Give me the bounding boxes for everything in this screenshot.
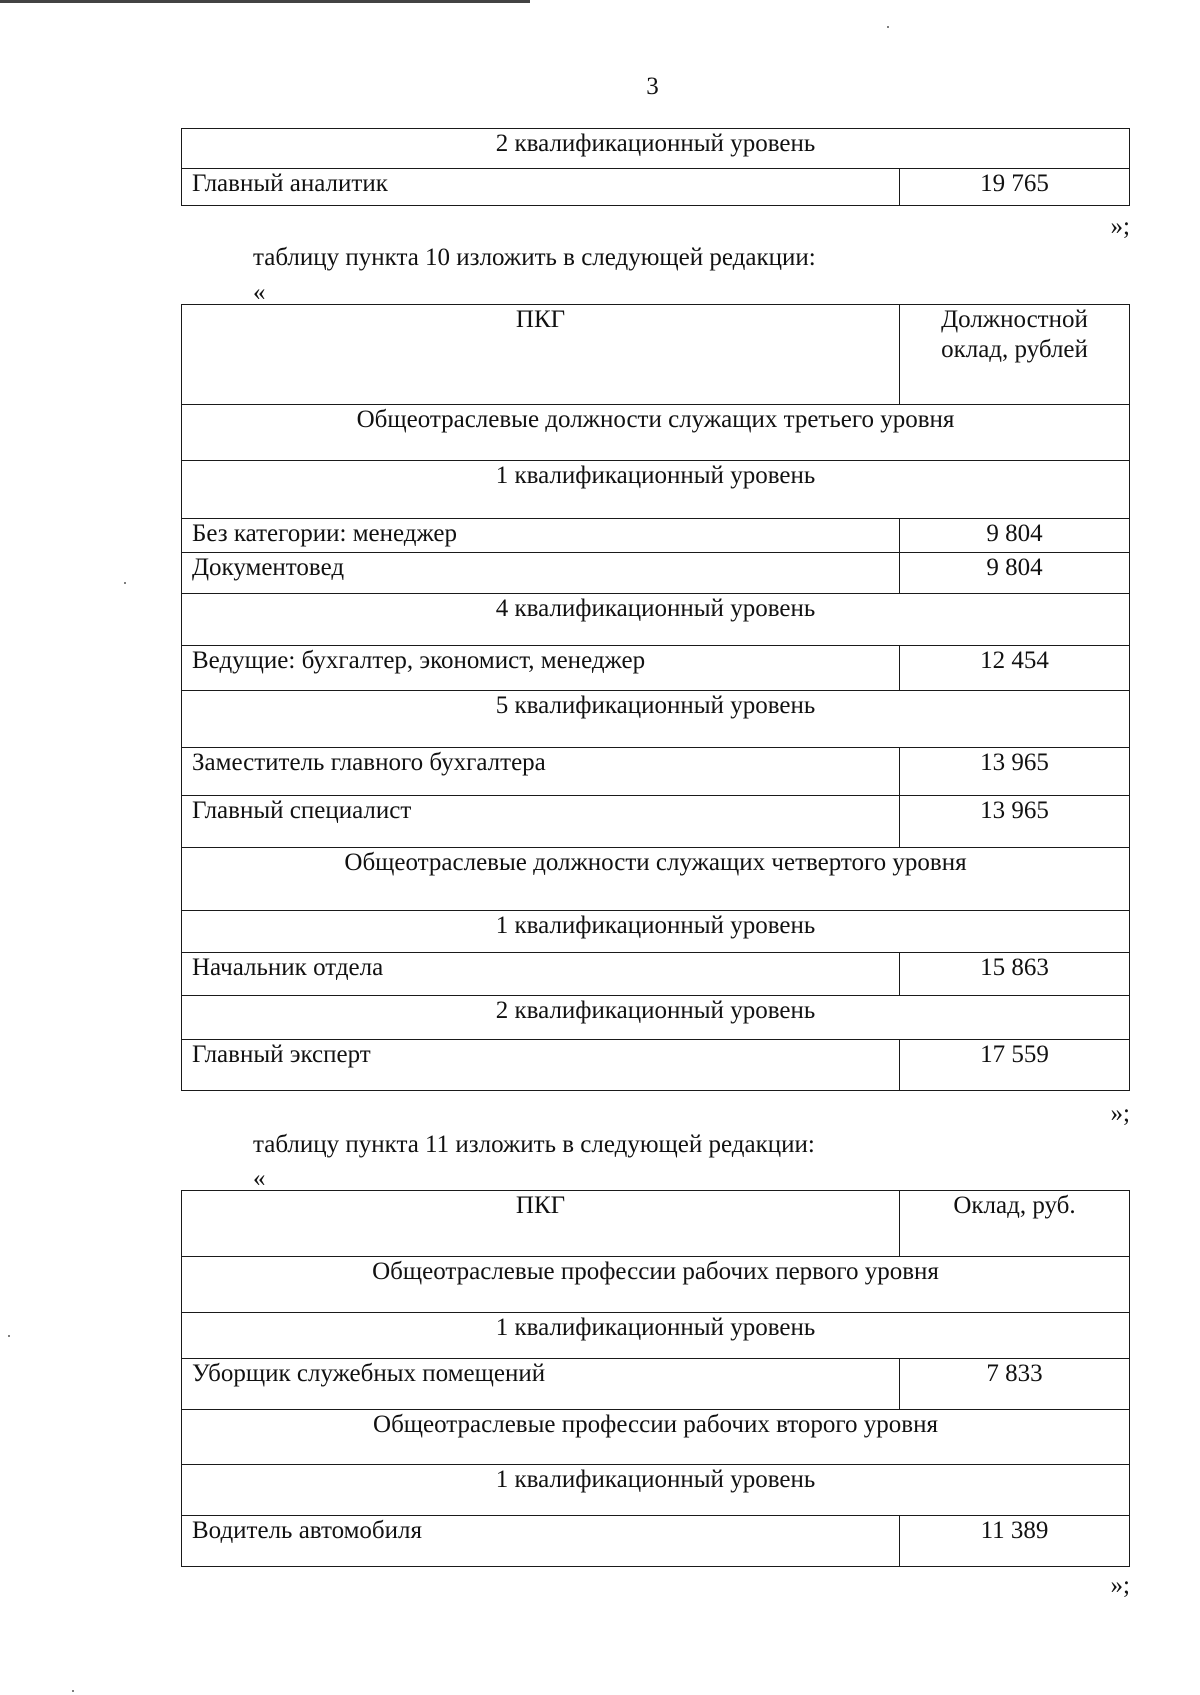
closing-quote: »; bbox=[1110, 1572, 1130, 1599]
position-name: Начальник отдела bbox=[182, 953, 900, 996]
scan-speck bbox=[887, 26, 889, 28]
table-row bbox=[182, 1465, 1130, 1516]
position-name: Уборщик служебных помещений bbox=[182, 1359, 900, 1410]
scan-speck bbox=[72, 1690, 74, 1692]
header-pkg: ПКГ bbox=[182, 305, 900, 405]
header-pkg: ПКГ bbox=[182, 1191, 900, 1257]
table-row bbox=[182, 461, 1130, 519]
opening-quote: « bbox=[253, 279, 266, 306]
table-row bbox=[182, 1040, 1130, 1091]
closing-quote: »; bbox=[1110, 1100, 1130, 1127]
position-name: Водитель автомобиля bbox=[182, 1516, 900, 1567]
qualification-level-row: 1 квалификационный уровень bbox=[182, 461, 1130, 519]
continuation-table bbox=[181, 128, 1130, 206]
position-name: Ведущие: бухгалтер, экономист, менеджер bbox=[182, 646, 900, 691]
point-11-table bbox=[181, 1190, 1130, 1567]
salary-value: 15 863 bbox=[900, 953, 1130, 996]
table-row bbox=[182, 911, 1130, 953]
table-header-row bbox=[182, 305, 1130, 405]
salary-value: 7 833 bbox=[900, 1359, 1130, 1410]
group-row: Общеотраслевые должности служащих четвертого уровня bbox=[182, 848, 1130, 911]
qualification-level-row: 2 квалификационный уровень bbox=[182, 129, 1130, 169]
page-number: 3 bbox=[646, 73, 659, 100]
table-row bbox=[182, 848, 1130, 911]
table-row bbox=[182, 748, 1130, 796]
group-row: Общеотраслевые должности служащих третьего уровня bbox=[182, 405, 1130, 461]
table-row bbox=[182, 519, 1130, 553]
opening-quote: « bbox=[253, 1165, 266, 1192]
header-salary: Оклад, руб. bbox=[900, 1191, 1130, 1257]
table-row bbox=[182, 1410, 1130, 1465]
position-name: Документовед bbox=[182, 553, 900, 594]
table-header-row bbox=[182, 1191, 1130, 1257]
table-row bbox=[182, 953, 1130, 996]
qualification-level-row: 1 квалификационный уровень bbox=[182, 1313, 1130, 1359]
header-salary: Должностной оклад, рублей bbox=[900, 305, 1130, 405]
salary-value: 19 765 bbox=[900, 169, 1130, 206]
table-row bbox=[182, 1516, 1130, 1567]
salary-value: 17 559 bbox=[900, 1040, 1130, 1091]
paragraph-point-11: таблицу пункта 11 изложить в следующей редакции: bbox=[253, 1131, 815, 1158]
position-name: Главный аналитик bbox=[182, 169, 900, 206]
table-row bbox=[182, 646, 1130, 691]
table-row bbox=[182, 405, 1130, 461]
qualification-level-row: 2 квалификационный уровень bbox=[182, 996, 1130, 1040]
table-row bbox=[182, 129, 1130, 169]
table-row bbox=[182, 996, 1130, 1040]
salary-value: 9 804 bbox=[900, 519, 1130, 553]
salary-value: 12 454 bbox=[900, 646, 1130, 691]
scan-speck bbox=[8, 1335, 10, 1337]
paragraph-point-10: таблицу пункта 10 изложить в следующей редакции: bbox=[253, 244, 816, 271]
scan-speck bbox=[124, 582, 126, 584]
salary-value: 13 965 bbox=[900, 748, 1130, 796]
salary-value: 11 389 bbox=[900, 1516, 1130, 1567]
position-name: Главный специалист bbox=[182, 796, 900, 848]
qualification-level-row: 1 квалификационный уровень bbox=[182, 1465, 1130, 1516]
table-row bbox=[182, 796, 1130, 848]
position-name: Без категории: менеджер bbox=[182, 519, 900, 553]
table-row bbox=[182, 594, 1130, 646]
table-row bbox=[182, 691, 1130, 748]
salary-value: 9 804 bbox=[900, 553, 1130, 594]
point-10-table bbox=[181, 304, 1130, 1091]
salary-value: 13 965 bbox=[900, 796, 1130, 848]
table-row bbox=[182, 1313, 1130, 1359]
table-row bbox=[182, 1257, 1130, 1313]
qualification-level-row: 1 квалификационный уровень bbox=[182, 911, 1130, 953]
table-row bbox=[182, 1359, 1130, 1410]
table-row bbox=[182, 553, 1130, 594]
position-name: Заместитель главного бухгалтера bbox=[182, 748, 900, 796]
table-row bbox=[182, 169, 1130, 206]
group-row: Общеотраслевые профессии рабочих первого уровня bbox=[182, 1257, 1130, 1313]
group-row: Общеотраслевые профессии рабочих второго уровня bbox=[182, 1410, 1130, 1465]
qualification-level-row: 4 квалификационный уровень bbox=[182, 594, 1130, 646]
qualification-level-row: 5 квалификационный уровень bbox=[182, 691, 1130, 748]
scan-artifact-line bbox=[0, 0, 530, 9]
position-name: Главный эксперт bbox=[182, 1040, 900, 1091]
closing-quote: »; bbox=[1110, 213, 1130, 240]
